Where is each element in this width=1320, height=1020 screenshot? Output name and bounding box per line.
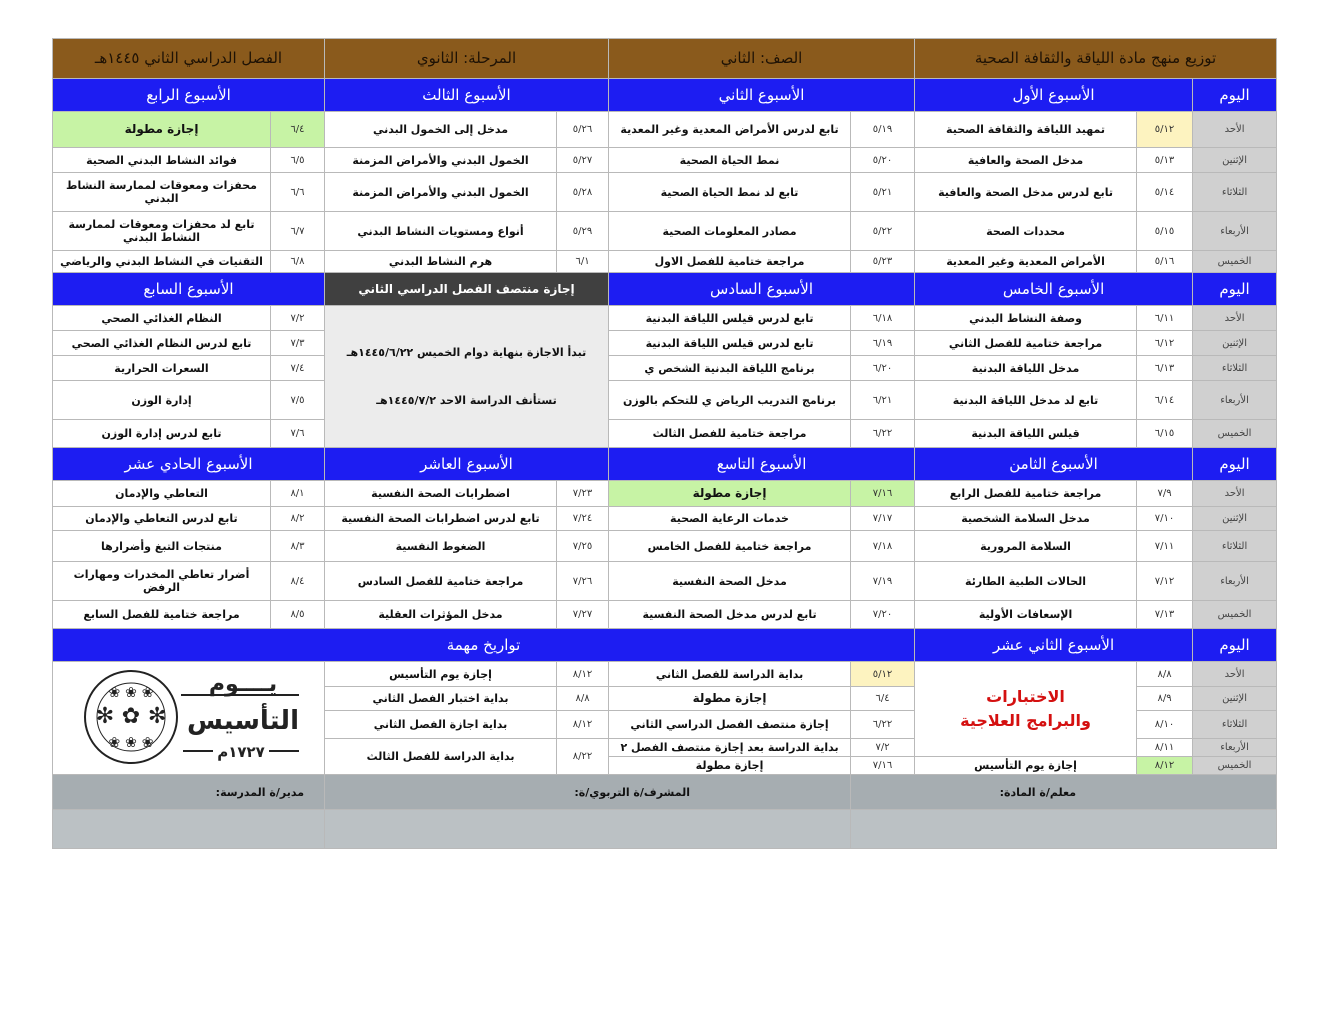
founding-day-seal-icon xyxy=(73,665,305,769)
date-cell: ٨/١٠ xyxy=(1137,711,1193,739)
signature-space-row xyxy=(53,810,1277,849)
table-row xyxy=(53,173,1277,212)
date-cell: ٧/٢٤ xyxy=(557,507,609,531)
lesson-cell: مراجعة ختامية للفصل الثالث xyxy=(609,420,851,448)
lesson-cell: التقنيات في النشاط البدني والرياضي xyxy=(53,251,271,273)
lesson-cell: الحالات الطبية الطارئة xyxy=(915,562,1137,601)
lesson-cell: مراجعة ختامية للفصل السابع xyxy=(53,601,271,629)
lesson-cell: إدارة الوزن xyxy=(53,381,271,420)
day-cell: الخميس xyxy=(1193,757,1277,775)
stamp-year: ١٧٢٧م xyxy=(216,742,265,761)
week-header: الأسبوع الخامس xyxy=(915,273,1193,306)
date-cell: ٥/٢٢ xyxy=(851,212,915,251)
lesson-cell: نمط الحياة الصحية xyxy=(609,148,851,173)
day-cell: الثلاثاء xyxy=(1193,531,1277,562)
day-cell: الإثنين xyxy=(1193,687,1277,711)
event-cell: إجازة منتصف الفصل الدراسي الثاني xyxy=(609,711,851,739)
week-header: الأسبوع السابع xyxy=(53,273,325,306)
lesson-cell: مدخل إلى الخمول البدني xyxy=(325,112,557,148)
date-cell: ٥/٢٦ xyxy=(557,112,609,148)
day-header: اليوم xyxy=(1193,79,1277,112)
table-row xyxy=(53,420,1277,448)
lesson-cell: تابع لد محفزات ومعوقات لممارسة النشاط البدني xyxy=(53,212,271,251)
week-header-row xyxy=(53,629,1277,662)
lesson-cell: مدخل المؤثرات العقلية xyxy=(325,601,557,629)
day-cell: الثلاثاء xyxy=(1193,173,1277,212)
day-cell: الإثنين xyxy=(1193,331,1277,356)
date-cell: ٦/١٥ xyxy=(1137,420,1193,448)
date-cell: ٥/٢٠ xyxy=(851,148,915,173)
week-header: الأسبوع العاشر xyxy=(325,448,609,481)
date-cell: ٦/٢١ xyxy=(851,381,915,420)
title-row xyxy=(53,39,1277,79)
lesson-cell: تابع لدرس إدارة الوزن xyxy=(53,420,271,448)
date-cell: ٦/١٣ xyxy=(1137,356,1193,381)
day-cell: الثلاثاء xyxy=(1193,711,1277,739)
week-header: الأسبوع الرابع xyxy=(53,79,325,112)
date-cell: ٥/١٩ xyxy=(851,112,915,148)
signature-row xyxy=(53,775,1277,810)
supervisor-signature-label: المشرف/ة التربوي/ة: xyxy=(325,775,851,810)
table-row xyxy=(53,507,1277,531)
date-cell: ٦/٢٠ xyxy=(851,356,915,381)
week-header: الأسبوع الثالث xyxy=(325,79,609,112)
date-cell: ٦/١٤ xyxy=(1137,381,1193,420)
lesson-cell: النظام الغذائي الصحي xyxy=(53,306,271,331)
break-start-text: تبدأ الاجازة بنهاية دوام الخميس ١٤٤٥/٦/٢٢هـ xyxy=(346,345,587,359)
lesson-cell: الخمول البدني والأمراض المزمنة xyxy=(325,148,557,173)
table-row xyxy=(53,112,1277,148)
date-cell: ٥/٢٣ xyxy=(851,251,915,273)
lesson-cell: أنواع ومستويات النشاط البدني xyxy=(325,212,557,251)
date-cell: ٥/١٢ xyxy=(851,662,915,687)
lesson-cell: تابع لدرس النظام الغذائي الصحي xyxy=(53,331,271,356)
event-cell: إجازة مطولة xyxy=(609,757,851,775)
date-cell: ٨/٤ xyxy=(271,562,325,601)
date-cell: ٧/١٧ xyxy=(851,507,915,531)
date-cell: ٥/١٤ xyxy=(1137,173,1193,212)
date-cell: ٨/٨ xyxy=(1137,662,1193,687)
date-cell: ٥/١٢ xyxy=(1137,112,1193,148)
lesson-cell: مراجعة ختامية للفصل الخامس xyxy=(609,531,851,562)
date-cell: ٦/١١ xyxy=(1137,306,1193,331)
lesson-cell: تابع لدرس مدخل الصحة والعافية xyxy=(915,173,1137,212)
lesson-cell: منتجات التبغ وأضرارها xyxy=(53,531,271,562)
lesson-cell: الضغوط النفسية xyxy=(325,531,557,562)
date-cell: ٦/١ xyxy=(557,251,609,273)
lesson-cell: قيلس اللياقة البدنية xyxy=(915,420,1137,448)
table-row xyxy=(53,306,1277,331)
lesson-cell: برنامج اللياقة البدنية الشخص ي xyxy=(609,356,851,381)
date-cell: ٧/٥ xyxy=(271,381,325,420)
date-cell: ٥/٢٨ xyxy=(557,173,609,212)
week-header-row xyxy=(53,448,1277,481)
lesson-cell: خدمات الرعاية الصحية xyxy=(609,507,851,531)
lesson-cell: تابع لدرس الأمراض المعدية وغير المعدية xyxy=(609,112,851,148)
lesson-cell: التعاطي والإدمان xyxy=(53,481,271,507)
important-dates-header: تواريخ مهمة xyxy=(53,629,915,662)
lesson-cell: محفزات ومعوقات لممارسة النشاط البدني xyxy=(53,173,271,212)
lesson-cell: أضرار تعاطي المخدرات ومهارات الرفض xyxy=(53,562,271,601)
event-cell: بداية اجازة الفصل الثاني xyxy=(325,711,557,739)
event-cell: بداية الدراسة بعد إجازة منتصف الفصل ٢ xyxy=(609,739,851,757)
day-header: اليوم xyxy=(1193,629,1277,662)
date-cell: ٦/١٩ xyxy=(851,331,915,356)
lesson-cell: الأمراض المعدية وغير المعدية xyxy=(915,251,1137,273)
lesson-cell: تمهيد اللياقة والثقافة الصحية xyxy=(915,112,1137,148)
event-cell: إجازة يوم التأسيس xyxy=(915,757,1137,775)
table-row xyxy=(53,331,1277,356)
svg-text:✻ ✿ ✻: ✻ ✿ ✻ xyxy=(95,703,166,729)
lesson-cell: اضطرابات الصحة النفسية xyxy=(325,481,557,507)
day-cell: الثلاثاء xyxy=(1193,356,1277,381)
lesson-cell: مصادر المعلومات الصحية xyxy=(609,212,851,251)
date-cell: ٧/٢٧ xyxy=(557,601,609,629)
stage-label: المرحلة: الثانوي xyxy=(325,39,609,79)
table-row xyxy=(53,481,1277,507)
week-header: الأسبوع السادس xyxy=(609,273,915,306)
exams-cell xyxy=(915,662,1137,757)
date-cell: ٦/٥ xyxy=(271,148,325,173)
event-cell: إجازة يوم التأسيس xyxy=(325,662,557,687)
week-header-row xyxy=(53,273,1277,306)
week-header: الأسبوع التاسع xyxy=(609,448,915,481)
date-cell: ٦/٤ xyxy=(271,112,325,148)
lesson-cell: تابع لدرس التعاطي والإدمان xyxy=(53,507,271,531)
date-cell: ٦/٢٢ xyxy=(851,711,915,739)
date-cell: ٧/٢ xyxy=(851,739,915,757)
date-cell: ٦/٢٢ xyxy=(851,420,915,448)
date-cell: ٧/٦ xyxy=(271,420,325,448)
lesson-cell: الإسعافات الأولية xyxy=(915,601,1137,629)
table-row xyxy=(53,251,1277,273)
date-cell: ٧/١٠ xyxy=(1137,507,1193,531)
date-cell: ٥/١٥ xyxy=(1137,212,1193,251)
date-cell: ٧/١٦ xyxy=(851,757,915,775)
principal-signature-space[interactable] xyxy=(53,810,325,849)
date-cell: ٦/١٨ xyxy=(851,306,915,331)
lesson-cell: برنامج التدريب الرياض ي للتحكم بالوزن xyxy=(609,381,851,420)
lesson-cell: مراجعة ختامية للفصل الاول xyxy=(609,251,851,273)
svg-text:❀ ❀ ❀: ❀ ❀ ❀ xyxy=(108,734,153,751)
date-cell: ٧/٢٠ xyxy=(851,601,915,629)
date-cell: ٧/٢٥ xyxy=(557,531,609,562)
break-resume-text: تستأنف الدراسة الاحد ١٤٤٥/٧/٢هـ xyxy=(376,393,557,407)
week-header-row xyxy=(53,79,1277,112)
grade-label: الصف: الثاني xyxy=(609,39,915,79)
date-cell: ٧/٤ xyxy=(271,356,325,381)
lesson-cell: مدخل الصحة والعافية xyxy=(915,148,1137,173)
lesson-cell: مراجعة ختامية للفصل الرابع xyxy=(915,481,1137,507)
table-row xyxy=(53,381,1277,420)
date-cell: ٦/٤ xyxy=(851,687,915,711)
lesson-cell: مدخل السلامة الشخصية xyxy=(915,507,1137,531)
lesson-cell: تابع لدرس مدخل الصحة النفسية xyxy=(609,601,851,629)
date-cell: ٧/١٩ xyxy=(851,562,915,601)
date-cell: ٨/١ xyxy=(271,481,325,507)
day-header: اليوم xyxy=(1193,448,1277,481)
stamp-line2: التأسيس xyxy=(186,705,299,736)
date-cell: ٨/٣ xyxy=(271,531,325,562)
date-cell: ٨/٢ xyxy=(271,507,325,531)
date-cell: ٧/٢ xyxy=(271,306,325,331)
lesson-cell: تابع لدرس قيلس اللياقة البدنية xyxy=(609,306,851,331)
table-row xyxy=(53,662,1277,687)
day-cell: الإثنين xyxy=(1193,507,1277,531)
day-cell: الأحد xyxy=(1193,112,1277,148)
event-cell: إجازة مطولة xyxy=(609,687,851,711)
date-cell: ٨/٨ xyxy=(557,687,609,711)
lesson-cell: مدخل اللياقة البدنية xyxy=(915,356,1137,381)
svg-text:❀ ❀ ❀: ❀ ❀ ❀ xyxy=(108,684,153,701)
midterm-break-header: إجازة منتصف الفصل الدراسي الثاني xyxy=(325,273,609,306)
day-cell: الخميس xyxy=(1193,420,1277,448)
lesson-cell: فوائد النشاط البدني الصحية xyxy=(53,148,271,173)
week-header: الأسبوع الثامن xyxy=(915,448,1193,481)
day-cell: الخميس xyxy=(1193,601,1277,629)
day-cell: الأربعاء xyxy=(1193,381,1277,420)
lesson-cell: تابع لدرس اضطرابات الصحة النفسية xyxy=(325,507,557,531)
holiday-cell: إجازة مطولة xyxy=(53,112,271,148)
lesson-cell: مدخل الصحة النفسية xyxy=(609,562,851,601)
week-header: الأسبوع الثاني xyxy=(609,79,915,112)
supervisor-signature-space[interactable] xyxy=(325,810,851,849)
date-cell: ٧/٢٦ xyxy=(557,562,609,601)
curriculum-table xyxy=(52,38,1277,849)
date-cell: ٥/١٦ xyxy=(1137,251,1193,273)
day-cell: الأربعاء xyxy=(1193,739,1277,757)
day-cell: الأحد xyxy=(1193,306,1277,331)
week-header: الأسبوع الثاني عشر xyxy=(915,629,1193,662)
lesson-cell: وصفة النشاط البدني xyxy=(915,306,1137,331)
date-cell: ٧/١٨ xyxy=(851,531,915,562)
lesson-cell: الخمول البدني والأمراض المزمنة xyxy=(325,173,557,212)
date-cell: ٦/٦ xyxy=(271,173,325,212)
date-cell: ٨/١١ xyxy=(1137,739,1193,757)
midterm-break-cell xyxy=(325,306,609,448)
date-cell: ٥/٢١ xyxy=(851,173,915,212)
event-cell: بداية الدراسة للفصل الثالث xyxy=(325,739,557,775)
day-cell: الخميس xyxy=(1193,251,1277,273)
day-cell: الإثنين xyxy=(1193,148,1277,173)
date-cell: ٦/١٢ xyxy=(1137,331,1193,356)
day-cell: الأربعاء xyxy=(1193,212,1277,251)
lesson-cell: هرم النشاط البدني xyxy=(325,251,557,273)
lesson-cell: محددات الصحة xyxy=(915,212,1137,251)
date-cell: ٨/٩ xyxy=(1137,687,1193,711)
date-cell: ٧/٩ xyxy=(1137,481,1193,507)
event-cell: بداية الدراسة للفصل الثاني xyxy=(609,662,851,687)
day-cell: الأربعاء xyxy=(1193,562,1277,601)
table-row xyxy=(53,356,1277,381)
date-cell: ٥/٢٧ xyxy=(557,148,609,173)
page-title: توزيع منهج مادة اللياقة والثقافة الصحية xyxy=(915,39,1277,79)
table-row xyxy=(53,212,1277,251)
date-cell: ٧/١١ xyxy=(1137,531,1193,562)
date-cell: ٨/٢٢ xyxy=(557,739,609,775)
date-cell: ٥/١٣ xyxy=(1137,148,1193,173)
date-cell: ٨/١٢ xyxy=(557,711,609,739)
lesson-cell: تابع لد نمط الحياة الصحية xyxy=(609,173,851,212)
term-label: الفصل الدراسي الثاني ١٤٤٥هـ xyxy=(53,39,325,79)
teacher-signature-space[interactable] xyxy=(851,810,1277,849)
holiday-cell: إجازة مطولة xyxy=(609,481,851,507)
day-cell: الأحد xyxy=(1193,662,1277,687)
date-cell: ٨/٥ xyxy=(271,601,325,629)
date-cell: ٧/١٦ xyxy=(851,481,915,507)
table-row xyxy=(53,562,1277,601)
date-cell: ٧/٣ xyxy=(271,331,325,356)
lesson-cell: السلامة المرورية xyxy=(915,531,1137,562)
lesson-cell: تابع لدرس قيلس اللياقة البدنية xyxy=(609,331,851,356)
principal-signature-label: مدير/ة المدرسة: xyxy=(53,775,325,810)
teacher-signature-label: معلم/ة المادة: xyxy=(851,775,1277,810)
date-cell: ٨/١٢ xyxy=(1137,757,1193,775)
event-cell: بداية اختبار الفصل الثاني xyxy=(325,687,557,711)
founding-day-logo xyxy=(53,662,325,775)
date-cell: ٧/١٢ xyxy=(1137,562,1193,601)
day-header: اليوم xyxy=(1193,273,1277,306)
date-cell: ٨/١٢ xyxy=(557,662,609,687)
table-row xyxy=(53,531,1277,562)
week-header: الأسبوع الحادي عشر xyxy=(53,448,325,481)
day-cell: الأحد xyxy=(1193,481,1277,507)
lesson-cell: السعرات الحرارية xyxy=(53,356,271,381)
lesson-cell: مراجعة ختامية للفصل الثاني xyxy=(915,331,1137,356)
table-row xyxy=(53,601,1277,629)
date-cell: ٦/٧ xyxy=(271,212,325,251)
remedial-text: والبرامج العلاجية xyxy=(960,711,1091,730)
stamp-line1: يــــوم xyxy=(208,671,277,697)
lesson-cell: مراجعة ختامية للفصل السادس xyxy=(325,562,557,601)
date-cell: ٧/٢٣ xyxy=(557,481,609,507)
date-cell: ٦/٨ xyxy=(271,251,325,273)
week-header: الأسبوع الأول xyxy=(915,79,1193,112)
date-cell: ٥/٢٩ xyxy=(557,212,609,251)
exams-text: الاختبارات xyxy=(986,687,1065,706)
date-cell: ٧/١٣ xyxy=(1137,601,1193,629)
lesson-cell: تابع لد مدخل اللياقة البدنية xyxy=(915,381,1137,420)
table-row xyxy=(53,148,1277,173)
